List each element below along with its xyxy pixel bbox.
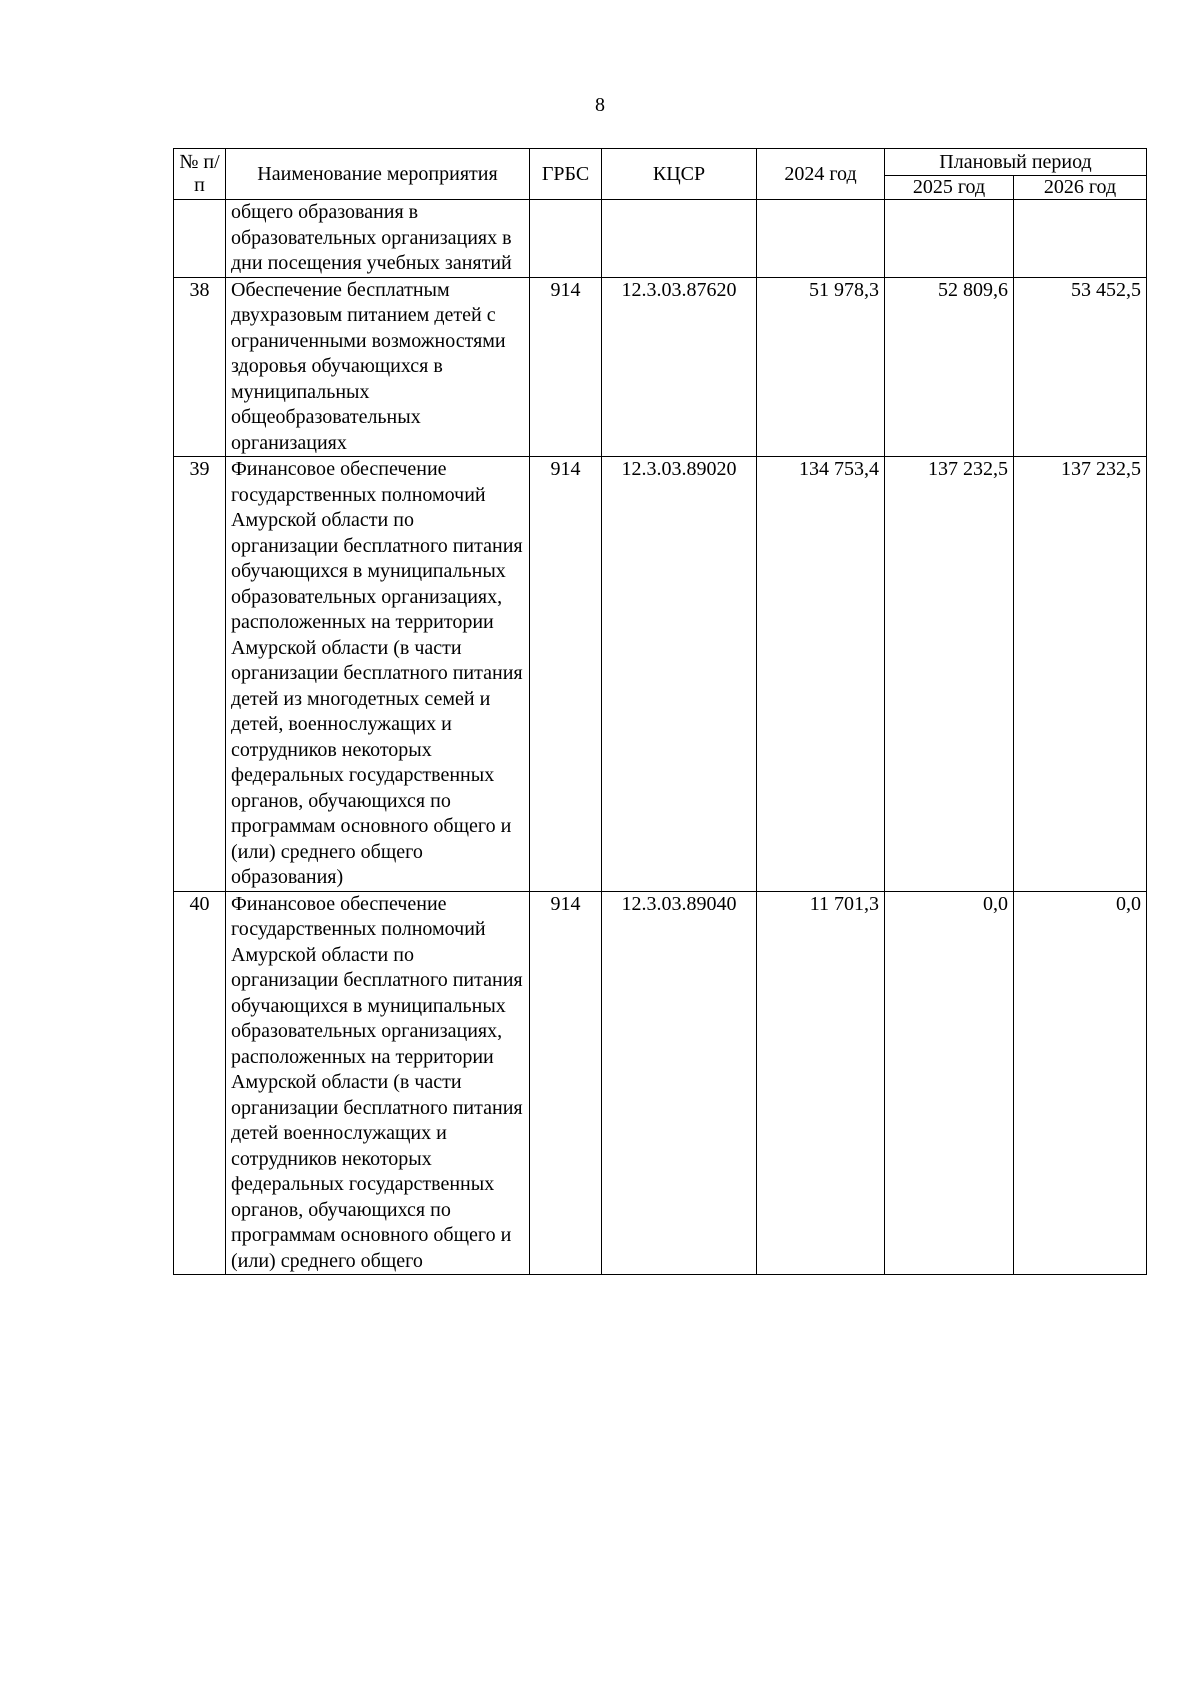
row-2025: 0,0 bbox=[885, 891, 1014, 1275]
row-grbs: 914 bbox=[530, 277, 602, 457]
header-year-2025: 2025 год bbox=[885, 176, 1014, 200]
row-2024: 51 978,3 bbox=[757, 277, 885, 457]
table-row bbox=[174, 457, 1147, 892]
row-2026: 137 232,5 bbox=[1014, 457, 1147, 892]
row-2026: 53 452,5 bbox=[1014, 277, 1147, 457]
row-name: Финансовое обеспечение государственных полномочий Амурской области по организации бесплатного питания обучающихся в муниципальных образовательных организациях, расположенных на территории Амурской области (в части организации бесплатного питания детей из многодетных семей и детей, военнослужащих и сотрудников некоторых федеральных государственных органов, обучающихся по программам основного общего и (или) среднего общего образования) bbox=[226, 457, 530, 892]
row-kcsr bbox=[602, 200, 757, 278]
row-num bbox=[174, 200, 226, 278]
header-year-2026: 2026 год bbox=[1014, 176, 1147, 200]
row-kcsr: 12.3.03.87620 bbox=[602, 277, 757, 457]
row-2025 bbox=[885, 200, 1014, 278]
row-name: Финансовое обеспечение государственных полномочий Амурской области по организации бесплатного питания обучающихся в муниципальных образовательных организациях, расположенных на территории Амурской области (в части организации бесплатного питания детей военнослужащих и сотрудников некоторых федеральных государственных органов, обучающихся по программам основного общего и (или) среднего общего bbox=[226, 891, 530, 1275]
row-grbs bbox=[530, 200, 602, 278]
row-grbs: 914 bbox=[530, 891, 602, 1275]
row-num: 39 bbox=[174, 457, 226, 892]
row-kcsr: 12.3.03.89020 bbox=[602, 457, 757, 892]
table-row bbox=[174, 277, 1147, 457]
header-kcsr: КЦСР bbox=[602, 149, 757, 200]
row-2025: 52 809,6 bbox=[885, 277, 1014, 457]
header-grbs: ГРБС bbox=[530, 149, 602, 200]
row-kcsr: 12.3.03.89040 bbox=[602, 891, 757, 1275]
row-name: Обеспечение бесплатным двухразовым питанием детей с ограниченными возможностями здоровья обучающихся в муниципальных общеобразовательных организациях bbox=[226, 277, 530, 457]
table-row bbox=[174, 200, 1147, 278]
row-2026 bbox=[1014, 200, 1147, 278]
row-2024: 11 701,3 bbox=[757, 891, 885, 1275]
row-2024 bbox=[757, 200, 885, 278]
budget-table bbox=[173, 148, 1147, 1275]
row-2025: 137 232,5 bbox=[885, 457, 1014, 892]
row-2024: 134 753,4 bbox=[757, 457, 885, 892]
row-grbs: 914 bbox=[530, 457, 602, 892]
header-num: № п/п bbox=[174, 149, 226, 200]
header-name: Наименование мероприятия bbox=[226, 149, 530, 200]
table-row bbox=[174, 891, 1147, 1275]
header-planned-period: Плановый период bbox=[885, 149, 1147, 176]
row-2026: 0,0 bbox=[1014, 891, 1147, 1275]
page-number: 8 bbox=[595, 94, 605, 116]
row-name: общего образования в образовательных организациях в дни посещения учебных занятий bbox=[226, 200, 530, 278]
row-num: 40 bbox=[174, 891, 226, 1275]
header-year-2024: 2024 год bbox=[757, 149, 885, 200]
row-num: 38 bbox=[174, 277, 226, 457]
